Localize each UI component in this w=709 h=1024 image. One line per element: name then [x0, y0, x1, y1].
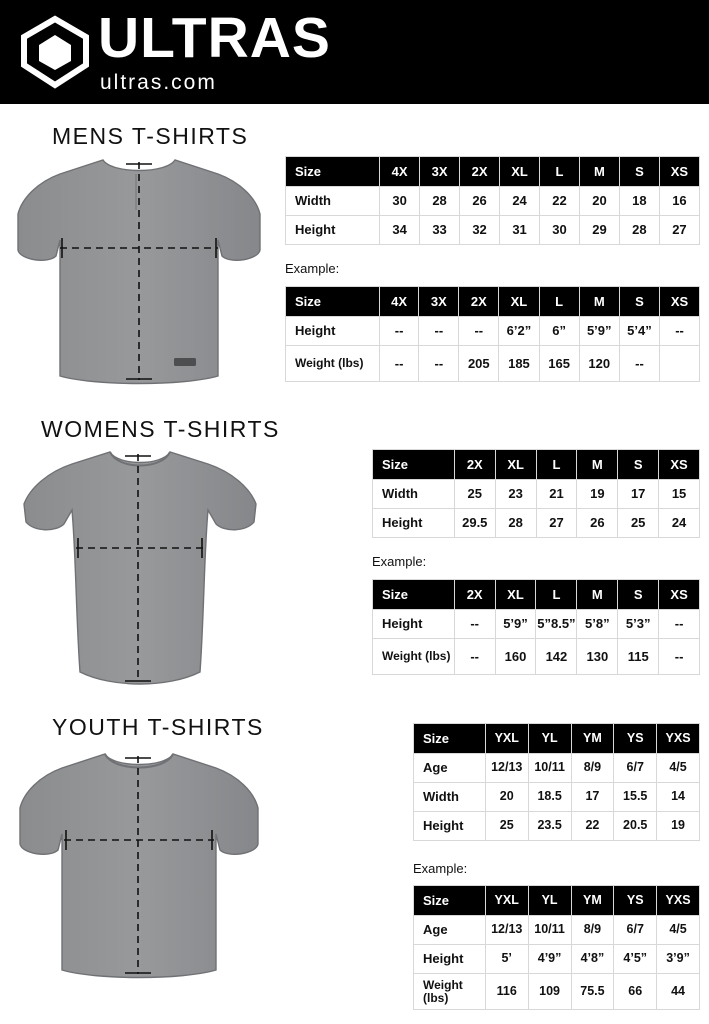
row-label-height: Height — [286, 216, 380, 245]
th-2x: 2X — [454, 580, 495, 610]
th-m: M — [579, 287, 619, 317]
th-2x: 2X — [460, 157, 500, 187]
th-l: L — [540, 157, 580, 187]
cell: 5’4” — [619, 317, 659, 346]
cell: 10/11 — [528, 754, 571, 783]
th-size: Size — [286, 287, 380, 317]
th-yxs: YXS — [657, 724, 700, 754]
th-m: M — [577, 580, 618, 610]
cell: 66 — [614, 974, 657, 1010]
cell: 24 — [500, 187, 540, 216]
cell: 34 — [380, 216, 420, 245]
brand-block — [98, 5, 331, 95]
cell: 31 — [500, 216, 540, 245]
cell: 24 — [659, 509, 700, 538]
cell: 18 — [619, 187, 659, 216]
cell: 109 — [528, 974, 571, 1010]
cell: 22 — [571, 812, 614, 841]
row-label-width: Width — [373, 480, 455, 509]
th-size: Size — [414, 724, 486, 754]
table-row — [286, 317, 700, 346]
cell: 18.5 — [528, 783, 571, 812]
cell: 205 — [459, 346, 499, 382]
pentagon-shield-icon — [18, 15, 92, 89]
cell: 25 — [618, 509, 659, 538]
mens-size-table — [285, 156, 700, 245]
womens-size-table — [372, 449, 700, 538]
table-row — [286, 187, 700, 216]
cell: 29 — [580, 216, 620, 245]
womens-example-table — [372, 579, 700, 675]
table-row — [373, 639, 700, 675]
th-xs: XS — [659, 450, 700, 480]
th-3x: 3X — [419, 287, 459, 317]
cell: 30 — [380, 187, 420, 216]
th-xl: XL — [499, 287, 539, 317]
th-ym: YM — [571, 886, 614, 916]
cell: 26 — [460, 187, 500, 216]
brand-url: ultras.com — [100, 70, 217, 94]
cell: 5’9” — [579, 317, 619, 346]
cell: 5’3” — [618, 610, 659, 639]
cell: 23.5 — [528, 812, 571, 841]
page-title-mens: MENS T-SHIRTS — [52, 123, 249, 149]
cell: 120 — [579, 346, 619, 382]
row-label-height: Height — [414, 945, 486, 974]
th-s: S — [619, 287, 659, 317]
row-label-height: Height — [373, 509, 455, 538]
th-size: Size — [286, 157, 380, 187]
th-s: S — [618, 450, 659, 480]
row-label-age: Age — [414, 916, 486, 945]
table-row — [414, 916, 700, 945]
table-row — [373, 509, 700, 538]
cell: 5”8.5” — [536, 610, 577, 639]
th-s: S — [618, 580, 659, 610]
th-ys: YS — [614, 724, 657, 754]
cell: -- — [660, 317, 700, 346]
th-yl: YL — [528, 724, 571, 754]
th-yl: YL — [528, 886, 571, 916]
row-label-weight: Weight (lbs) — [373, 639, 455, 675]
cell: 5’8” — [577, 610, 618, 639]
cell: 27 — [536, 509, 577, 538]
cell: 14 — [657, 783, 700, 812]
cell: 6/7 — [614, 754, 657, 783]
cell: 25 — [485, 812, 528, 841]
th-l: L — [536, 580, 577, 610]
th-l: L — [539, 287, 579, 317]
cell: 8/9 — [571, 916, 614, 945]
cell: 4’5” — [614, 945, 657, 974]
row-label-weight: Weight (lbs) — [286, 346, 380, 382]
th-xs: XS — [660, 287, 700, 317]
cell: 4’8” — [571, 945, 614, 974]
table-row — [414, 945, 700, 974]
cell: -- — [459, 317, 499, 346]
cell: 15.5 — [614, 783, 657, 812]
cell: -- — [454, 610, 495, 639]
cell: 5’9” — [495, 610, 536, 639]
youth-example-label: Example: — [413, 861, 468, 876]
cell: 185 — [499, 346, 539, 382]
table-row — [414, 754, 700, 783]
cell: 4’9” — [528, 945, 571, 974]
cell: 28 — [420, 187, 460, 216]
cell: 116 — [485, 974, 528, 1010]
brand-header — [0, 0, 709, 104]
mens-example-label: Example: — [285, 261, 340, 276]
cell: 12/13 — [485, 754, 528, 783]
th-xs: XS — [659, 157, 699, 187]
th-2x: 2X — [459, 287, 499, 317]
table-header-row — [286, 157, 700, 187]
th-m: M — [580, 157, 620, 187]
cell: 27 — [659, 216, 699, 245]
table-header-row — [373, 450, 700, 480]
cell: 26 — [577, 509, 618, 538]
mens-tshirt-illustration — [8, 152, 270, 392]
cell: 6/7 — [614, 916, 657, 945]
cell: 4/5 — [657, 754, 700, 783]
row-label-weight: Weight (lbs) — [414, 974, 486, 1010]
row-label-height: Height — [373, 610, 455, 639]
th-size: Size — [414, 886, 486, 916]
cell: -- — [659, 639, 700, 675]
womens-example-label: Example: — [372, 554, 427, 569]
cell: 8/9 — [571, 754, 614, 783]
table-header-row — [414, 724, 700, 754]
table-row — [286, 216, 700, 245]
th-m: M — [577, 450, 618, 480]
row-label-height: Height — [286, 317, 380, 346]
table-row — [414, 974, 700, 1010]
cell: 20.5 — [614, 812, 657, 841]
cell: 165 — [539, 346, 579, 382]
th-yxl: YXL — [485, 724, 528, 754]
cell: 28 — [619, 216, 659, 245]
cell: 29.5 — [454, 509, 495, 538]
th-4x: 4X — [380, 157, 420, 187]
cell: -- — [659, 610, 700, 639]
cell: 75.5 — [571, 974, 614, 1010]
cell: 19 — [657, 812, 700, 841]
cell: 4/5 — [657, 916, 700, 945]
cell — [660, 346, 700, 382]
table-header-row — [414, 886, 700, 916]
page-title-youth: YOUTH T-SHIRTS — [52, 714, 264, 740]
th-xs: XS — [659, 580, 700, 610]
cell: 19 — [577, 480, 618, 509]
row-label-width: Width — [286, 187, 380, 216]
brand-name: ULTRAS — [98, 5, 331, 70]
cell: 6’2” — [499, 317, 539, 346]
cell: 30 — [540, 216, 580, 245]
row-label-height: Height — [414, 812, 486, 841]
cell: 23 — [495, 480, 536, 509]
cell: 130 — [577, 639, 618, 675]
th-2x: 2X — [454, 450, 495, 480]
th-3x: 3X — [420, 157, 460, 187]
cell: 12/13 — [485, 916, 528, 945]
th-4x: 4X — [379, 287, 419, 317]
cell: -- — [419, 317, 459, 346]
cell: 21 — [536, 480, 577, 509]
cell: -- — [379, 317, 419, 346]
cell: -- — [379, 346, 419, 382]
cell: 22 — [540, 187, 580, 216]
th-xl: XL — [495, 580, 536, 610]
cell: 25 — [454, 480, 495, 509]
cell: -- — [419, 346, 459, 382]
row-label-age: Age — [414, 754, 486, 783]
table-row — [373, 480, 700, 509]
mens-example-table — [285, 286, 700, 382]
cell: 28 — [495, 509, 536, 538]
cell: 16 — [659, 187, 699, 216]
cell: 44 — [657, 974, 700, 1010]
th-s: S — [619, 157, 659, 187]
cell: 160 — [495, 639, 536, 675]
cell: 10/11 — [528, 916, 571, 945]
cell: 33 — [420, 216, 460, 245]
youth-example-table — [413, 885, 700, 1010]
cell: 32 — [460, 216, 500, 245]
table-header-row — [286, 287, 700, 317]
th-ys: YS — [614, 886, 657, 916]
cell: 17 — [618, 480, 659, 509]
page-title-womens: WOMENS T-SHIRTS — [41, 416, 280, 442]
cell: 5’ — [485, 945, 528, 974]
table-header-row — [373, 580, 700, 610]
womens-tshirt-illustration — [18, 446, 262, 698]
cell: 15 — [659, 480, 700, 509]
th-size: Size — [373, 580, 455, 610]
th-ym: YM — [571, 724, 614, 754]
cell: 6” — [539, 317, 579, 346]
table-row — [414, 812, 700, 841]
cell: 3’9” — [657, 945, 700, 974]
cell: 115 — [618, 639, 659, 675]
th-size: Size — [373, 450, 455, 480]
table-row — [414, 783, 700, 812]
th-l: L — [536, 450, 577, 480]
cell: -- — [619, 346, 659, 382]
youth-tshirt-illustration — [8, 748, 270, 986]
th-yxl: YXL — [485, 886, 528, 916]
cell: 20 — [485, 783, 528, 812]
youth-size-table — [413, 723, 700, 841]
cell: 142 — [536, 639, 577, 675]
table-row — [286, 346, 700, 382]
cell: -- — [454, 639, 495, 675]
th-xl: XL — [500, 157, 540, 187]
cell: 20 — [580, 187, 620, 216]
cell: 17 — [571, 783, 614, 812]
row-label-width: Width — [414, 783, 486, 812]
table-row — [373, 610, 700, 639]
th-xl: XL — [495, 450, 536, 480]
th-yxs: YXS — [657, 886, 700, 916]
